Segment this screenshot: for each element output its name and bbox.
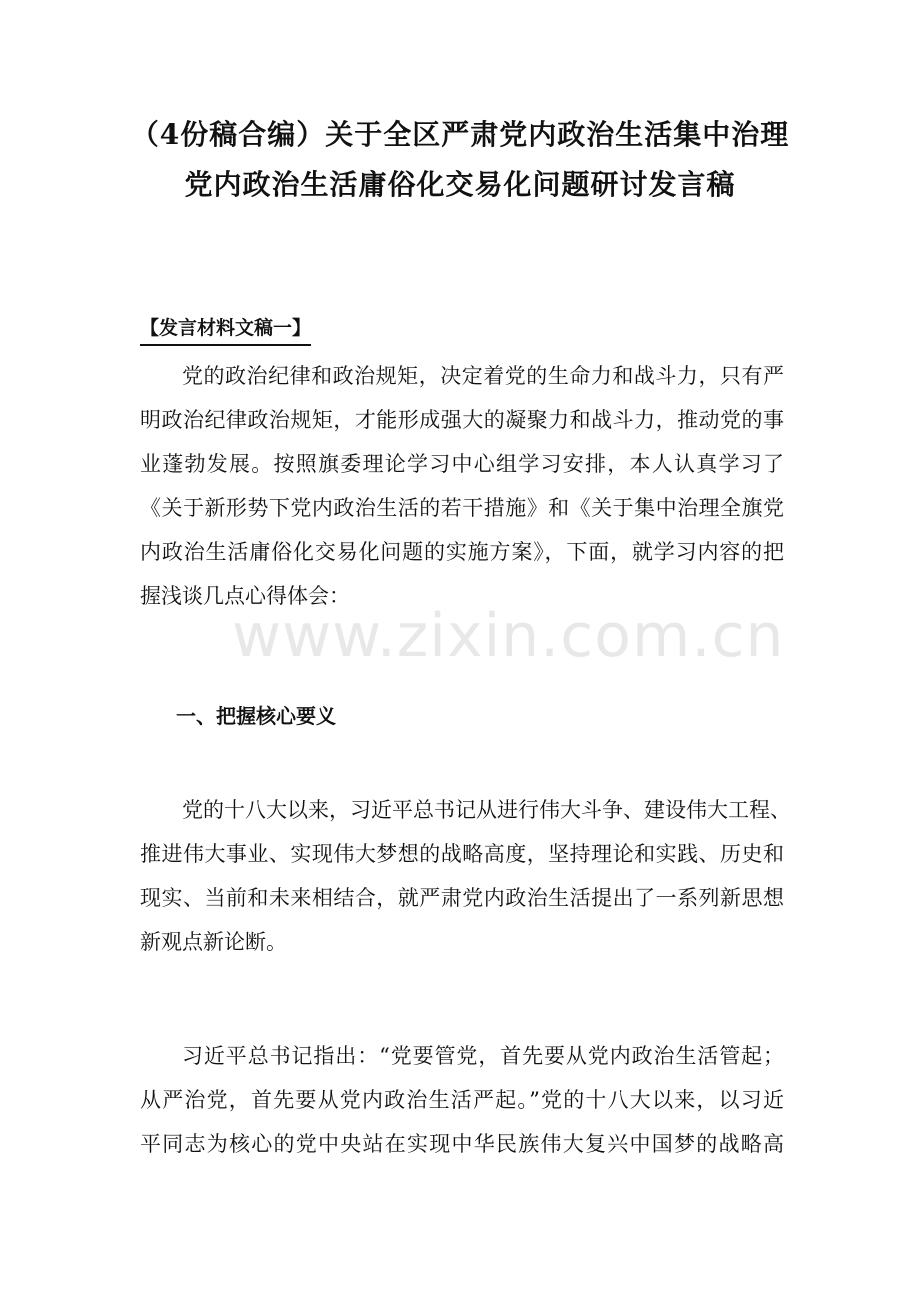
paragraph-line: 握浅谈几点心得体会： [140, 584, 350, 608]
document-title-line-2: 党内政治生活庸俗化交易化问题研讨发言稿 [184, 168, 736, 201]
paragraph-line: 明政治纪律政治规矩，才能形成强大的凝聚力和战斗力，推动党的事 [140, 408, 784, 432]
paragraph-3 [140, 1034, 784, 1166]
paragraph-line: 平同志为核心的党中央站在实现中华民族伟大复兴中国梦的战略高 [140, 1132, 784, 1156]
paragraph-line: 业蓬勃发展。按照旗委理论学习中心组学习安排，本人认真学习了 [140, 452, 784, 476]
paragraph-line: 《关于新形势下党内政治生活的若干措施》和《关于集中治理全旗党 [140, 496, 784, 520]
watermark: www.zixin.com.cn [232, 601, 785, 671]
paragraph-line: 新观点新论断。 [140, 930, 287, 954]
paragraph-line: 党的政治纪律和政治规矩，决定着党的生命力和战斗力，只有严 [182, 364, 784, 388]
section-label: 【发言材料文稿一】 [140, 312, 311, 346]
paragraph-line: 从严治党，首先要从党内政治生活严起。”党的十八大以来，以习近 [140, 1088, 784, 1112]
paragraph-line: 内政治生活庸俗化交易化问题的实施方案》，下面，就学习内容的把 [140, 540, 784, 564]
paragraph-1 [140, 354, 784, 618]
section-heading: 一、把握核心要义 [176, 704, 336, 728]
paragraph-line: 现实、当前和未来相结合，就严肃党内政治生活提出了一系列新思想 [140, 886, 784, 910]
paragraph-line: 推进伟大事业、实现伟大梦想的战略高度，坚持理论和实践、历史和 [140, 842, 784, 866]
paragraph-line: 习近平总书记指出：“党要管党，首先要从党内政治生活管起； [182, 1044, 784, 1068]
paragraph-line: 党的十八大以来，习近平总书记从进行伟大斗争、建设伟大工程、 [182, 798, 791, 822]
paragraph-2 [140, 788, 791, 964]
document-title-line-1: （4份稿合编）关于全区严肃党内政治生活集中治理 [130, 118, 790, 151]
